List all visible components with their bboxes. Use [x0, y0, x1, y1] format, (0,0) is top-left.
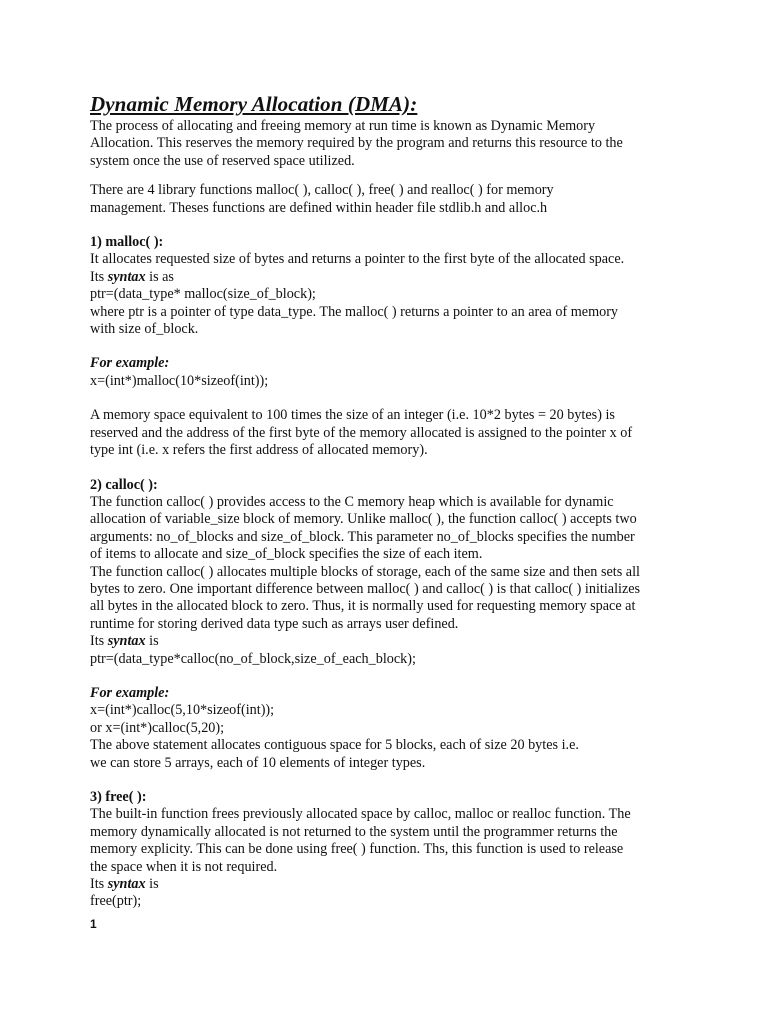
syntax-prefix: Its: [90, 268, 108, 285]
intro-line: Allocation. This reserves the memory required by the program and returns this resource to the: [90, 135, 623, 152]
free-desc-line: The built-in function frees previously allocated space by calloc, malloc or realloc function. The: [90, 806, 631, 823]
syntax-prefix: Its: [90, 633, 108, 650]
malloc-explain-line: type int (i.e. x refers the first address of allocated memory).: [90, 442, 428, 459]
free-desc-line: memory explicity. This can be done using free( ) function. Ths, this function is used to release: [90, 841, 624, 858]
document-page: [90, 92, 690, 911]
free-desc-line: memory dynamically allocated is not returned to the system until the programmer returns the: [90, 823, 618, 840]
malloc-explain-line: A memory space equivalent to 100 times the size of an integer (i.e. 10*2 bytes = 20 bytes) is: [90, 407, 615, 424]
malloc-example-code: x=(int*)malloc(10*sizeof(int));: [90, 372, 269, 389]
malloc-syntax-code: ptr=(data_type* malloc(size_of_block);: [90, 286, 316, 303]
malloc-where-line: with size of_block.: [90, 321, 199, 338]
malloc-heading: 1) malloc( ):: [90, 234, 164, 251]
calloc-example-line: The above statement allocates contiguous space for 5 blocks, each of size 20 bytes i.e.: [90, 737, 579, 754]
calloc-example-label: For example:: [90, 684, 170, 701]
calloc-desc-line: arguments: no_of_blocks and size_of_block. This parameter no_of_blocks specifies the number: [90, 528, 635, 545]
malloc-explain-line: reserved and the address of the first byte of the memory allocated is assigned to the pointer x of: [90, 424, 633, 441]
page-number: 1: [90, 917, 97, 931]
calloc-desc-line: runtime for storing derived data type such as arrays user defined.: [90, 615, 459, 632]
syntax-prefix: Its: [90, 876, 108, 893]
calloc-desc-line: bytes to zero. One important difference between malloc( ) and calloc( ) is that calloc( ) initializes: [90, 580, 641, 597]
calloc-desc-line: of items to allocate and size_of_block specifies the size of each item.: [90, 546, 483, 563]
syntax-suffix: is: [145, 876, 159, 893]
calloc-syntax-code: ptr=(data_type*calloc(no_of_block,size_of_each_block);: [90, 650, 416, 667]
syntax-suffix: is as: [145, 268, 174, 285]
free-heading: 3) free( ):: [90, 789, 147, 805]
intro-line: system once the use of reserved space utilized.: [90, 152, 355, 169]
page-title: Dynamic Memory Allocation (DMA):: [90, 92, 418, 116]
calloc-example-line: or x=(int*)calloc(5,20);: [90, 719, 225, 736]
free-syntax-line: [90, 876, 690, 893]
syntax-suffix: is: [145, 633, 159, 650]
calloc-syntax-line: [90, 633, 690, 650]
calloc-desc-line: all bytes in the allocated block to zero. Thus, it is normally used for requesting memory space at: [90, 598, 636, 615]
syntax-word: syntax: [107, 633, 146, 650]
library-line: There are 4 library functions malloc( ), calloc( ), free( ) and realloc( ) for memory: [90, 182, 554, 199]
calloc-example-line: we can store 5 arrays, each of 10 elements of integer types.: [90, 754, 426, 771]
free-desc-line: the space when it is not required.: [90, 858, 278, 875]
intro-line: The process of allocating and freeing memory at run time is known as Dynamic Memory: [90, 118, 596, 134]
free-syntax-code: free(ptr);: [90, 893, 142, 910]
malloc-description: It allocates requested size of bytes and returns a pointer to the first byte of the allocated space.: [90, 251, 625, 268]
calloc-desc-line: The function calloc( ) provides access to the C memory heap which is available for dynamic: [90, 493, 614, 510]
malloc-where-line: where ptr is a pointer of type data_type. The malloc( ) returns a pointer to an area of memory: [90, 303, 619, 320]
calloc-heading: 2) calloc( ):: [90, 476, 158, 493]
library-line: management. Theses functions are defined within header file stdlib.h and alloc.h: [90, 199, 548, 216]
calloc-desc-line: allocation of variable_size block of memory. Unlike malloc( ), the function calloc( ) accepts two: [90, 511, 637, 528]
malloc-example-label: For example:: [90, 355, 170, 372]
calloc-desc-line: The function calloc( ) allocates multiple blocks of storage, each of the same size and then sets all: [90, 563, 640, 580]
syntax-word: syntax: [107, 268, 146, 285]
syntax-word: syntax: [107, 876, 146, 893]
malloc-syntax-line: [90, 269, 690, 286]
calloc-example-line: x=(int*)calloc(5,10*sizeof(int));: [90, 702, 275, 719]
